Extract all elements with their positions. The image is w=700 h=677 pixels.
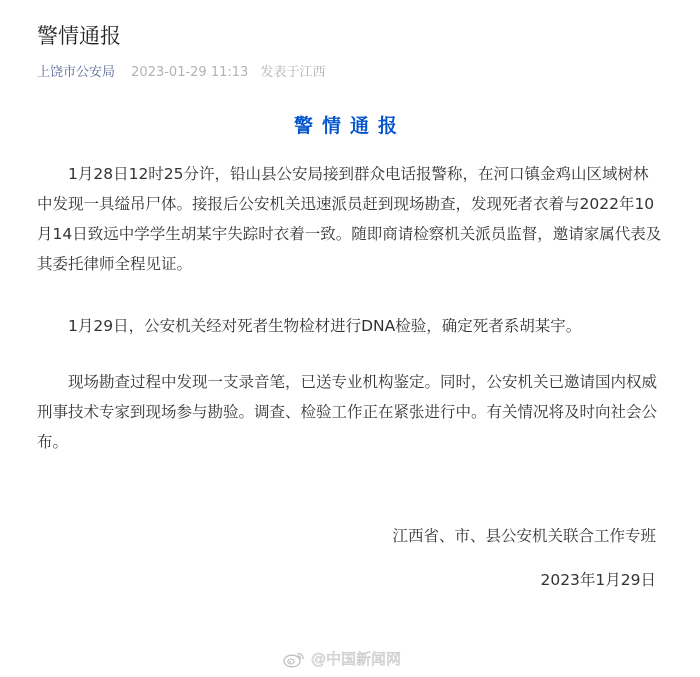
notice-heading: 警情通报 [293,115,406,137]
article-title: 警情通报 [37,24,121,48]
watermark-text: @中国新闻网 [311,650,402,668]
account-name-link[interactable]: 上饶市公安局 [37,65,116,80]
publish-region: 发表于江西 [260,65,326,80]
notice-paragraph-1: 1月28日12时25分许，铅山县公安局接到群众电话报警称，在河口镇金鸡山区域树林中发现一具缢吊尸体。接报后公安机关迅速派员赶到现场勘查，发现死者衣着与2022年10月14日致远中学学生胡某宇失踪时衣着一致。随即商请检察机关派员监督，邀请家属代表及其委托律师全程见证。 [37,165,662,273]
notice-signature: 江西省、市、县公安机关联合工作专班 [392,527,656,545]
watermark [283,648,401,669]
notice-paragraph-3: 现场勘查过程中发现一支录音笔，已送专业机构鉴定。同时，公安机关已邀请国内权威刑事技术专家到现场参与勘验。调查、检验工作正在紧张进行中。有关情况将及时向社会公布。 [37,373,658,451]
notice-sign-date: 2023年1月29日 [540,571,656,589]
article-meta [37,61,325,80]
publish-date: 2023-01-29 11:13 [131,65,249,80]
notice-paragraph-2: 1月29日，公安机关经对死者生物检材进行DNA检验，确定死者系胡某宇。 [68,317,582,335]
weibo-icon [283,650,305,668]
